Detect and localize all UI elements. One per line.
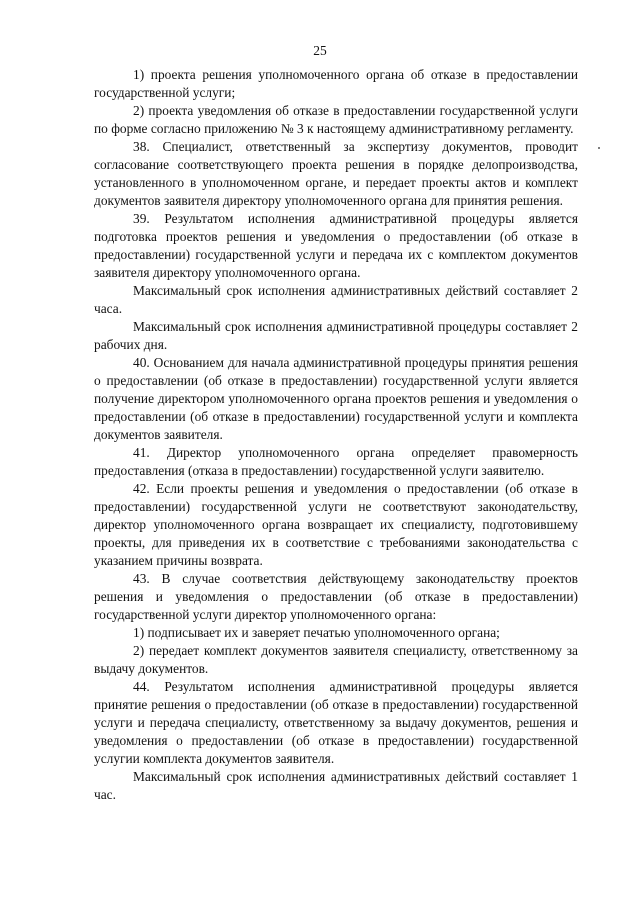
paragraph: 1) подписывает их и заверяет печатью уполномоченного органа; [133,625,500,640]
paragraph: 1) проекта решения уполномоченного органа об отказе в предоставлении государственной услуги; [94,67,578,100]
page-number: 25 [313,43,327,58]
paragraph: Максимальный срок исполнения административных действий составляет 2 часа. [94,283,578,316]
scan-speck [598,147,600,149]
paragraph: Максимальный срок исполнения административных действий составляет 1 час. [94,769,578,802]
paragraph: 40. Основанием для начала административной процедуры принятия решения о предоставлении (об отказе в предоставлении) государственной услуги является получение директором уполномоченного органа проектов решения и уведомления о предоставлении (об отказе в предоставлении) государственной услуги и комплекта документов заявителя. [94,355,578,442]
paragraph: 38. Специалист, ответственный за экспертизу документов, проводит согласование соответствующего проекта решения в порядке делопроизводства, установленного в уполномоченном органе, и передает проекты актов и комплект документов заявителя директору уполномоченного органа для принятия решения. [94,139,578,208]
paragraph: 39. Результатом исполнения административной процедуры является подготовка проектов решения и уведомления о предоставлении (об отказе в предоставлении) государственной услуги и передача их с комплектом документов заявителя директору уполномоченного органа. [94,211,578,280]
paragraph: 44. Результатом исполнения административной процедуры является принятие решения о предоставлении (об отказе в предоставлении) государственной услуги и передача специалисту, ответственному за выдачу документов, решения и уведомления о предоставлении (об отказе в предоставлении) государственной услугии комплекта документов заявителя. [94,679,578,766]
paragraph: Максимальный срок исполнения административной процедуры составляет 2 рабочих дня. [94,319,578,352]
paragraph: 41. Директор уполномоченного органа определяет правомерность предоставления (отказа в предоставлении) государственной услуги заявителю. [94,445,578,478]
paragraph: 42. Если проекты решения и уведомления о предоставлении (об отказе в предоставлении) государственной услуги не соответствуют законодательству, директор уполномоченного органа возвращает их специалисту, подготовившему проекты, для приведения их в соответствие с требованиями законодательства с указанием причины возврата. [94,481,578,568]
document-body [94,66,578,804]
paragraph: 2) передает комплект документов заявителя специалисту, ответственному за выдачу документов. [94,643,578,676]
paragraph: 43. В случае соответствия действующему законодательству проектов решения и уведомления о предоставлении (об отказе в предоставлении) государственной услуги директор уполномоченного органа: [94,571,578,622]
paragraph: 2) проекта уведомления об отказе в предоставлении государственной услуги по форме согласно приложению № 3 к настоящему административному регламенту. [94,103,578,136]
